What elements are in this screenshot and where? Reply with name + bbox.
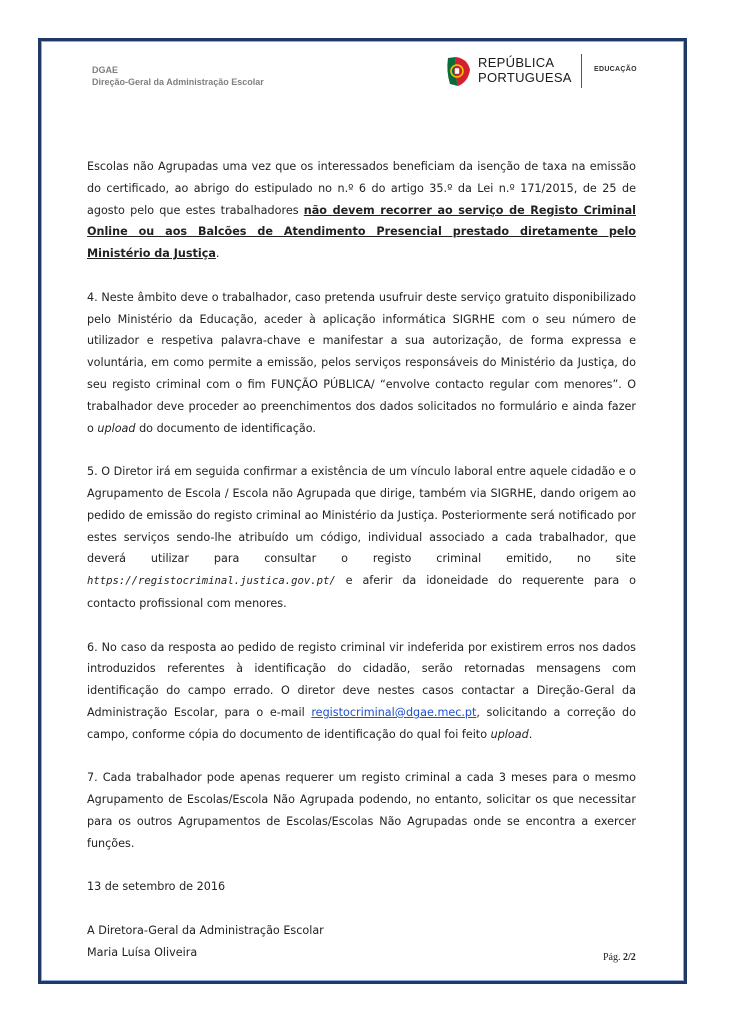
italic-term: upload xyxy=(97,421,136,435)
paragraph-text: . xyxy=(528,727,533,741)
page-label: Pág. xyxy=(603,952,623,963)
paragraph-4 xyxy=(87,287,636,440)
republica-portuguesa-logo xyxy=(444,52,644,94)
emphasis-text: não devem recorrer ao serviço de Registo Criminal Online ou aos Balcões de Atendimento Presencial prestado diretamente pelo Ministério da Justiça xyxy=(87,203,636,261)
page-value: 2/2 xyxy=(623,952,636,963)
paragraph-6 xyxy=(87,637,636,746)
flag-emblem-icon xyxy=(444,54,472,88)
logo-divider xyxy=(581,54,582,88)
paragraph-text: 4. Neste âmbito deve o trabalhador, caso pretenda usufruir deste serviço gratuito disponibilizado pelo Ministério da Educação, aceder à aplicação informática SIGRHE com o seu número de utilizador e respetiva palavra-chave e manifestar a sua autorização, de forma expressa e voluntária, em como permite a emissão, pelos serviços responsáveis do Ministério da Justiça, do seu registo criminal com o fim FUNÇÃO PÚBLICA/ “envolve contacto regular com menores”. O trabalhador deve proceder ao preenchimentos dos dados solicitados no formulário e ainda fazer o xyxy=(87,290,636,435)
paragraph-text: Escolas não Agrupadas uma vez que os interessados beneficiam da isenção de taxa na emissão do certificado, ao abrigo do estipulado no n.º 6 do artigo 35.º da Lei n.º 171/2015, de 25 de agosto pelo que estes trabalhadores xyxy=(87,160,636,217)
paragraph-text: 6. No caso da resposta ao pedido de registo criminal vir indeferida por existirem erros nos dados introduzidos referentes à identificação do cidadão, serão retornadas mensagens com identificação do campo errado. O diretor deve nestes casos contactar a Direção-Geral da Administração Escolar, para o e-mail xyxy=(87,640,636,719)
logo-department: EDUCAÇÃO xyxy=(594,66,637,73)
logo-line1: REPÚBLICA xyxy=(478,55,555,70)
paragraph-text: do documento de identificação. xyxy=(135,421,316,435)
header-org xyxy=(92,64,264,88)
paragraph-5 xyxy=(87,461,636,615)
paragraph-text: e aferir da idoneidade do requerente para o contacto profissional com menores. xyxy=(87,574,636,610)
paragraph-text: . xyxy=(215,247,220,261)
org-short: DGAE xyxy=(92,65,119,75)
paragraph-text: , solicitando a correção do campo, conforme cópia do documento de identificação do qual foi feito xyxy=(87,705,636,741)
email-link[interactable]: registocriminal@dgae.mec.pt xyxy=(311,705,477,719)
logo-line2: PORTUGUESA xyxy=(478,70,572,85)
document-body xyxy=(87,156,636,963)
signer-title: A Diretora-Geral da Administração Escolar xyxy=(87,923,324,937)
paragraph-3-continued xyxy=(87,156,636,265)
paragraph-7: 7. Cada trabalhador pode apenas requerer um registo criminal a cada 3 meses para o mesmo Agrupamento de Escolas/Escola Não Agrupada podendo, no entanto, solicitar os que necessitar para os outros Agrupamentos de Escolas/Escolas Não Agrupadas onde se encontra a exercer funções. xyxy=(87,771,636,850)
document-date: 13 de setembro de 2016 xyxy=(87,880,226,894)
italic-term: upload xyxy=(490,727,529,741)
paragraph-text: 5. O Diretor irá em seguida confirmar a existência de um vínculo laboral entre aquele cidadão e o Agrupamento de Escola / Escola não Agrupada que dirige, também via SIGRHE, dando origem ao pedido de emissão do registo criminal ao Ministério da Justiça. Posteriormente será notificado por estes serviços sendo-lhe atribuído um código, individual associado a cada trabalhador, que deverá utilizar para consultar o registo criminal emitido, no site xyxy=(87,465,636,566)
org-full: Direção-Geral da Administração Escolar xyxy=(92,77,264,87)
page-number xyxy=(603,952,636,963)
registo-url: https://registocriminal.justica.gov.pt/ xyxy=(87,575,336,588)
signer-name: Maria Luísa Oliveira xyxy=(87,945,198,959)
logo-text xyxy=(478,55,572,85)
